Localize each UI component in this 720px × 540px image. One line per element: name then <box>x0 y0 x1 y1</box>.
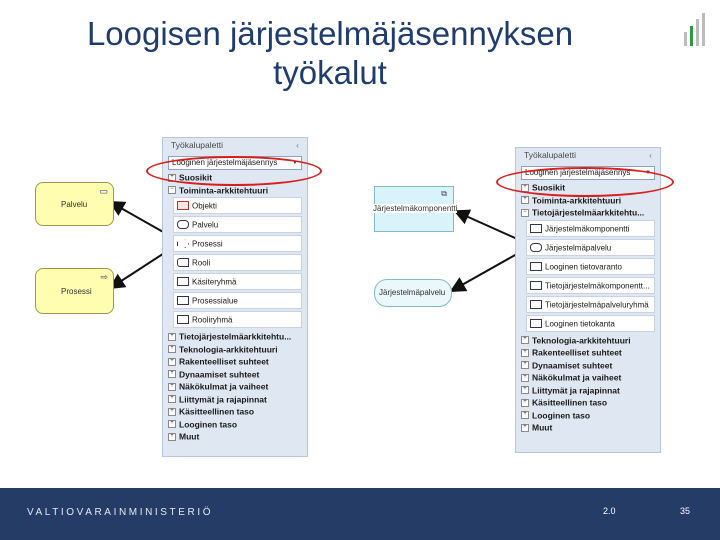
is-component-icon <box>530 281 542 290</box>
tool-label: Objekti <box>192 201 217 211</box>
logical-database-icon <box>530 319 542 328</box>
palette-group-label: Looginen taso <box>532 410 591 420</box>
palette-group-label: Suosikit <box>532 182 566 193</box>
palette-group-row[interactable] <box>163 405 307 418</box>
palette-group-label: Muut <box>532 422 553 433</box>
expand-icon[interactable]: + <box>521 411 529 419</box>
chevron-down-icon[interactable]: ▼ <box>292 160 298 166</box>
business-service-label: Palvelu <box>61 200 88 209</box>
expand-icon[interactable]: + <box>168 395 176 403</box>
tool-jarjestelmakomponentti[interactable] <box>526 220 655 237</box>
tool-tietojarjestelmapalveluryhma[interactable] <box>526 296 655 313</box>
palette-group-row[interactable] <box>163 393 307 406</box>
system-component-icon <box>530 224 542 233</box>
process-symbol-icon: ⇨ <box>100 272 108 282</box>
palette-group-row[interactable] <box>163 368 307 381</box>
tool-rooli[interactable] <box>173 254 302 271</box>
tool-label: Prosessi <box>192 239 223 249</box>
tool-looginen-tietovaranto[interactable] <box>526 258 655 275</box>
palette-group-tietojarjestelma[interactable] <box>516 206 660 219</box>
palette-group-label: Toiminta-arkkitehtuuri <box>179 185 269 195</box>
arrow-to-system-service <box>453 250 524 290</box>
palette-group-label: Toiminta-arkkitehtuuri <box>532 195 622 205</box>
palette-group-label: Näkökulmat ja vaiheet <box>179 381 269 392</box>
tool-label: Prosessialue <box>192 296 238 306</box>
tool-tietojarjestelmakomponentti[interactable] <box>526 277 655 294</box>
slide-title-line-1: Loogisen järjestelmäjäsennyksen <box>86 15 574 52</box>
concept-group-icon <box>177 277 189 286</box>
tool-prosessi[interactable] <box>173 235 302 252</box>
expand-icon[interactable]: + <box>521 399 529 407</box>
process-icon <box>177 239 189 248</box>
tool-prosessialue[interactable] <box>173 292 302 309</box>
expand-icon[interactable]: + <box>168 333 176 341</box>
business-process-label: Prosessi <box>61 287 92 296</box>
palette-group-label: Käsitteellinen taso <box>179 406 255 417</box>
palette-group-row[interactable] <box>163 430 307 443</box>
tool-label: Järjestelmäpalvelu <box>545 242 612 252</box>
tool-jarjestelmapalvelu[interactable] <box>526 239 655 256</box>
palette-group-row[interactable] <box>516 346 660 359</box>
palette-group-row[interactable] <box>516 409 660 422</box>
palette-group-label: Liittymät ja rajapinnat <box>179 394 267 404</box>
collapse-icon[interactable]: − <box>521 209 529 217</box>
slide-title-line-2: työkalut <box>273 54 387 91</box>
business-service-element[interactable] <box>35 182 114 226</box>
collapse-icon[interactable]: − <box>168 186 176 194</box>
palette-group-label: Teknologia-arkkitehtuuri <box>532 335 631 345</box>
tool-label: Tietojärjestelmäkomponentt... <box>545 280 650 290</box>
palette-group-row[interactable] <box>516 384 660 397</box>
process-area-icon <box>177 296 189 305</box>
palette-title: Työkalupaletti <box>171 140 223 150</box>
expand-icon[interactable]: + <box>521 424 529 432</box>
palette-group-label: Rakenteelliset suhteet <box>179 356 269 367</box>
palette-group-label: Tietojärjestelmäarkkitehtu... <box>179 331 292 342</box>
palette-group-row[interactable] <box>163 355 307 368</box>
page-number: 35 <box>680 506 691 516</box>
palette-view-value: Looginen järjestelmäjäsennys <box>525 168 631 177</box>
logical-datastore-icon <box>530 262 542 271</box>
expand-icon[interactable]: + <box>521 336 529 344</box>
expand-icon[interactable]: + <box>168 433 176 441</box>
palette-group-row[interactable] <box>516 359 660 372</box>
role-icon <box>177 258 189 267</box>
system-service-label: Järjestelmäpalvelu <box>379 288 446 297</box>
palette-group-label: Liittymät ja rajapinnat <box>532 385 620 395</box>
chevron-icon[interactable]: ‹ <box>649 150 652 160</box>
system-component-element[interactable] <box>373 186 458 232</box>
tool-label: Palvelu <box>192 220 219 230</box>
expand-icon[interactable]: + <box>168 174 176 182</box>
chevron-down-icon[interactable]: ▼ <box>645 170 651 176</box>
tool-label: Rooli <box>192 258 211 268</box>
tool-label: Järjestelmäkomponentti <box>545 223 630 233</box>
palette-group-row[interactable] <box>516 396 660 409</box>
tool-palvelu[interactable] <box>173 216 302 233</box>
system-service-icon <box>530 243 542 252</box>
expand-icon[interactable]: + <box>521 374 529 382</box>
palette-group-row[interactable] <box>516 334 660 347</box>
service-symbol-icon: ▭ <box>99 186 108 196</box>
palette-group-row[interactable] <box>163 330 307 343</box>
object-icon <box>177 201 189 210</box>
expand-icon[interactable]: + <box>521 196 529 204</box>
expand-icon[interactable]: + <box>168 408 176 416</box>
highlight-oval-right <box>496 167 674 197</box>
palette-group-label: Rakenteelliset suhteet <box>532 347 622 358</box>
palette-group-row[interactable] <box>516 371 660 384</box>
tool-kasiteryhma[interactable] <box>173 273 302 290</box>
palette-title: Työkalupaletti <box>524 150 576 160</box>
palette-group-label: Dynaamiset suhteet <box>179 369 260 379</box>
palette-group-row[interactable] <box>163 343 307 356</box>
expand-icon[interactable]: + <box>168 358 176 366</box>
version-label: 2.0 <box>603 506 616 516</box>
service-icon <box>177 220 189 229</box>
expand-icon[interactable]: + <box>168 383 176 391</box>
expand-icon[interactable]: + <box>168 420 176 428</box>
palette-group-label: Muut <box>179 431 200 442</box>
expand-icon[interactable]: + <box>521 349 529 357</box>
tool-looginen-tietokanta[interactable] <box>526 315 655 332</box>
tool-label: Käsiteryhmä <box>192 277 237 287</box>
palette-group-row[interactable] <box>163 418 307 431</box>
palette-group-label: Dynaamiset suhteet <box>532 360 613 370</box>
tool-rooliryhma[interactable] <box>173 311 302 328</box>
expand-icon[interactable]: + <box>521 184 529 192</box>
tool-label: Looginen tietovaranto <box>545 261 622 271</box>
expand-icon[interactable]: + <box>521 361 529 369</box>
ministry-name: VALTIOVARAINMINISTERIÖ <box>27 507 214 518</box>
tool-label: Rooliryhmä <box>192 315 233 325</box>
palette-header <box>163 138 307 153</box>
role-group-icon <box>177 315 189 324</box>
palette-group-label: Teknologia-arkkitehtuuri <box>179 344 278 354</box>
palette-header <box>516 148 660 163</box>
expand-icon[interactable]: + <box>168 345 176 353</box>
palette-group-label: Tietojärjestelmäarkkitehtu... <box>532 207 645 218</box>
palette-group-label: Suosikit <box>179 172 213 183</box>
palette-group-label: Looginen taso <box>179 419 238 429</box>
system-component-label: Järjestelmäkomponentti <box>373 204 458 213</box>
is-service-group-icon <box>530 300 542 309</box>
palette-group-row[interactable] <box>516 421 660 434</box>
palette-group-row[interactable] <box>163 380 307 393</box>
tool-label: Looginen tietokanta <box>545 318 615 328</box>
arrow-to-component <box>457 212 524 242</box>
expand-icon[interactable]: + <box>521 386 529 394</box>
highlight-oval-left <box>146 156 322 186</box>
chevron-icon[interactable]: ‹ <box>296 140 299 150</box>
system-service-element[interactable] <box>374 279 452 307</box>
business-process-element[interactable] <box>35 268 114 314</box>
tool-objekti[interactable] <box>173 197 302 214</box>
expand-icon[interactable]: + <box>168 370 176 378</box>
palette-group-label: Näkökulmat ja vaiheet <box>532 372 622 383</box>
palette-group-label: Käsitteellinen taso <box>532 397 608 408</box>
palette-view-value: Looginen järjestelmäjäsennys <box>172 158 278 167</box>
tool-label: Tietojärjestelmäpalveluryhmä <box>545 299 649 309</box>
slide-footer <box>0 488 720 540</box>
component-symbol-icon: ⧉ <box>441 189 447 198</box>
